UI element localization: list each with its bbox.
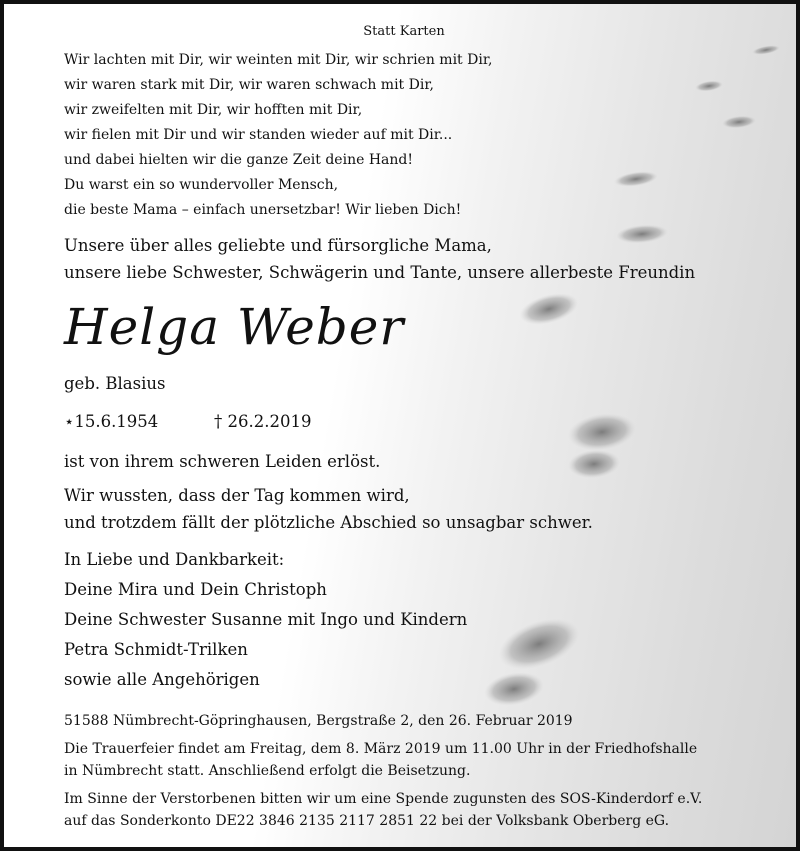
- header-text: Statt Karten: [363, 24, 445, 39]
- mourner-line: Deine Mira und Dein Christoph: [64, 580, 327, 599]
- knew-line: Wir wussten, dass der Tag kommen wird,: [64, 486, 410, 505]
- poem-line: wir fielen mit Dir und wir standen wieder auf mit Dir...: [64, 127, 453, 143]
- funeral-line: in Nümbrecht statt. Anschließend erfolgt die Beisetzung.: [64, 763, 471, 779]
- poem-line: und dabei hielten wir die ganze Zeit deine Hand!: [64, 152, 413, 168]
- mourners-intro: In Liebe und Dankbarkeit:: [64, 550, 285, 569]
- maiden-name: geb. Blasius: [64, 374, 166, 393]
- knew-line: und trotzdem fällt der plötzliche Abschied so unsagbar schwer.: [64, 513, 593, 532]
- poem-line: Wir lachten mit Dir, wir weinten mit Dir, wir schrien mit Dir,: [64, 52, 493, 68]
- poem-line: wir zweifelten mit Dir, wir hofften mit Dir,: [64, 102, 363, 118]
- donation-line: Im Sinne der Verstorbenen bitten wir um eine Spende zugunsten des SOS-Kinderdorf e.V.: [64, 791, 703, 807]
- mourner-line: Deine Schwester Susanne mit Ingo und Kindern: [64, 610, 468, 629]
- intro-line: unsere liebe Schwester, Schwägerin und Tante, unsere allerbeste Freundin: [64, 263, 696, 282]
- poem-line: Du warst ein so wundervoller Mensch,: [64, 177, 339, 193]
- intro-line: Unsere über alles geliebte und fürsorgliche Mama,: [64, 236, 492, 255]
- mourner-line: sowie alle Angehörigen: [64, 670, 260, 689]
- death-date: † 26.2.2019: [214, 412, 312, 431]
- birth-date: ⋆15.6.1954: [64, 412, 159, 431]
- poem-line: wir waren stark mit Dir, wir waren schwach mit Dir,: [64, 77, 434, 93]
- deceased-name: Helga Weber: [64, 298, 405, 356]
- poem-line: die beste Mama – einfach unersetzbar! Wir lieben Dich!: [64, 202, 462, 218]
- life-dates: [64, 412, 311, 431]
- released-text: ist von ihrem schweren Leiden erlöst.: [64, 452, 381, 471]
- donation-line: auf das Sonderkonto DE22 3846 2135 2117 2851 22 bei der Volksbank Oberberg eG.: [64, 813, 670, 829]
- funeral-line: Die Trauerfeier findet am Freitag, dem 8. März 2019 um 11.00 Uhr in der Friedhofshalle: [64, 741, 698, 757]
- address-line: 51588 Nümbrecht-Göpringhausen, Bergstraße 2, den 26. Februar 2019: [64, 713, 573, 729]
- mourner-line: Petra Schmidt-Trilken: [64, 640, 248, 659]
